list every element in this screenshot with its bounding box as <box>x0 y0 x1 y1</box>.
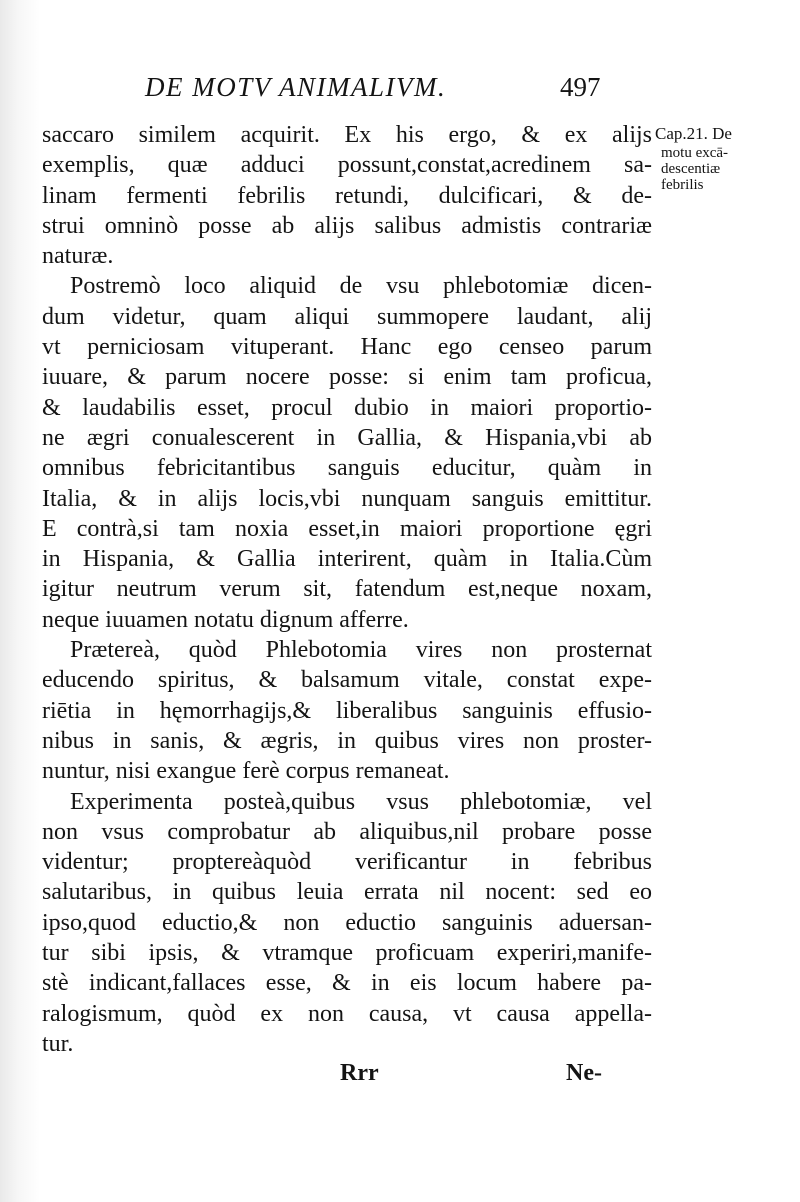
text-line: dum videtur, quam aliqui summopere laudant, alij <box>42 303 652 330</box>
margin-note-line: Cap.21. De <box>655 124 732 143</box>
paragraph-first-line: Experimenta posteà,quibus vsus phlebotomiæ, vel <box>70 788 652 815</box>
margin-note-line: descentiæ <box>661 161 721 177</box>
text-line: riētia in hęmorrhagijs,& liberalibus sanguinis effusio- <box>42 697 652 724</box>
text-line: naturæ. <box>42 243 114 270</box>
text-line: saccaro similem acquirit. Ex his ergo, & ex alijs <box>42 122 652 148</box>
text-line: ipso,quod eductio,& non eductio sanguinis aduersan- <box>42 909 652 936</box>
page-number: 497 <box>560 72 601 102</box>
text-line: Italia, & in alijs locis,vbi nunquam sanguis emittitur. <box>42 485 652 512</box>
text-line: E contrà,si tam noxia esset,in maiori proportione ęgri <box>42 515 652 542</box>
text-line: vt perniciosam vituperant. Hanc ego censeo parum <box>42 334 652 361</box>
text-line: nibus in sanis, & ægris, in quibus vires non proster- <box>42 727 652 754</box>
margin-note <box>655 123 795 193</box>
text-line: stè indicant,fallaces esse, & in eis locum habere pa- <box>42 970 652 997</box>
text-line: tur. <box>42 1030 74 1057</box>
text-line: nuntur, nisi exangue ferè corpus remaneat. <box>42 758 450 785</box>
page-header <box>145 72 605 112</box>
text-line: tur sibi ipsis, & vtramque proficuam experiri,manife- <box>42 940 652 967</box>
signature-mark: Rrr <box>340 1060 379 1086</box>
margin-note-line: motu excā- <box>661 145 729 161</box>
text-line: ralogismum, quòd ex non causa, vt causa appella- <box>42 1000 652 1027</box>
body-text <box>42 120 652 1059</box>
text-line: linam fermenti febrilis retundi, dulcificari, & de- <box>42 182 652 209</box>
text-line: omnibus febricitantibus sanguis educitur, quàm in <box>42 455 652 482</box>
text-line: & laudabilis esset, procul dubio in maiori proportio- <box>42 394 652 421</box>
text-line: salutaribus, in quibus leuia errata nil nocent: sed eo <box>42 879 652 906</box>
page-footer <box>0 1060 800 1100</box>
text-line: ne ægri conualescerent in Gallia, & Hispania,vbi ab <box>42 424 652 451</box>
text-line: videntur; proptereàquòd verificantur in febribus <box>42 849 652 876</box>
text-line: in Hispania, & Gallia interirent, quàm in Italia.Cùm <box>42 546 652 573</box>
text-line: iuuare, & parum nocere posse: si enim tam proficua, <box>42 364 652 391</box>
paragraph-first-line: Postremò loco aliquid de vsu phlebotomiæ dicen- <box>70 273 652 300</box>
paragraph-first-line: Prætereà, quòd Phlebotomia vires non prosternat <box>70 637 652 664</box>
margin-note-line: febrilis <box>661 177 704 193</box>
text-line: strui omninò posse ab alijs salibus admistis contrariæ <box>42 212 652 239</box>
running-head: DE MOTV ANIMALIVM. <box>145 72 447 102</box>
text-line: exemplis, quæ adduci possunt,constat,acredinem sa- <box>42 152 652 179</box>
text-line: neque iuuamen notatu dignum afferre. <box>42 606 409 633</box>
text-line: educendo spiritus, & balsamum vitale, constat expe- <box>42 667 652 694</box>
text-line: igitur neutrum verum sit, fatendum est,neque noxam, <box>42 576 652 603</box>
catchword: Ne- <box>566 1060 602 1086</box>
text-line: non vsus comprobatur ab aliquibus,nil probare posse <box>42 818 652 845</box>
